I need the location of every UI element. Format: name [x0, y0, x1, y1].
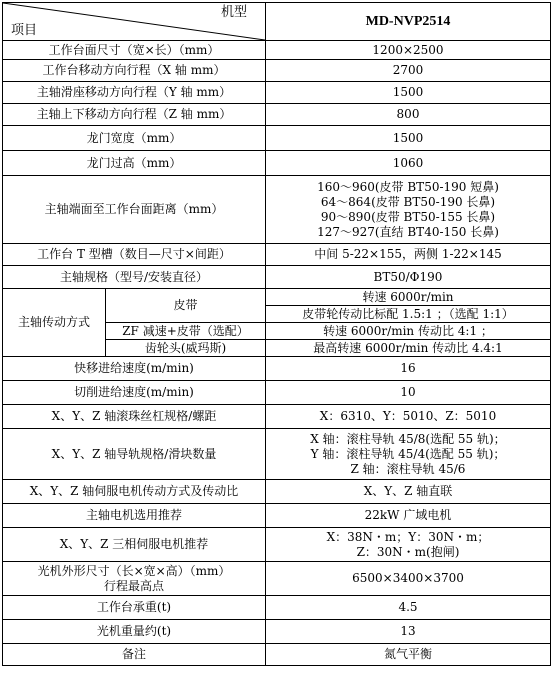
- table-row: [3, 620, 551, 644]
- table-row: [3, 405, 551, 429]
- row-label: 工作台移动方向行程（X 轴 mm）: [3, 60, 266, 82]
- row-value: 16: [266, 357, 551, 381]
- row-value: [266, 176, 551, 244]
- row-value: 1200×2500: [266, 41, 551, 60]
- row-label: 工作台 T 型槽（数目—尺寸×间距）: [3, 244, 266, 266]
- sub-label: 皮带: [106, 289, 266, 323]
- row-value: 10: [266, 381, 551, 405]
- row-value: 4.5: [266, 596, 551, 620]
- row-label: X、Y、Z 轴导轨规格/滑块数量: [3, 429, 266, 480]
- row-value: 1500: [266, 82, 551, 104]
- value-line: 127～927(直结 BT40-150 长鼻): [317, 224, 499, 239]
- table-row: [3, 289, 551, 306]
- row-label: 龙门过高（mm）: [3, 151, 266, 176]
- row-label: 光机重量约(t): [3, 620, 266, 644]
- table-row: [3, 381, 551, 405]
- row-value: 皮带轮传动比标配 1.5:1 ；（选配 1:1）: [266, 306, 551, 323]
- row-label: 备注: [3, 644, 266, 666]
- header-row: [3, 3, 551, 41]
- table-row: [3, 82, 551, 104]
- table-row: [3, 266, 551, 289]
- table-row: [3, 41, 551, 60]
- row-value: 转速 6000r/min 传动比 4:1 ；: [266, 323, 551, 340]
- row-label: 主轴规格（型号/安装直径）: [3, 266, 266, 289]
- header-model-label: 机型: [220, 5, 247, 20]
- header-item-label: 项目: [11, 23, 38, 38]
- table-row: [3, 176, 551, 244]
- table-row: [3, 504, 551, 528]
- row-value: 800: [266, 104, 551, 126]
- row-value: 6500×3400×3700: [266, 562, 551, 596]
- value-line: X：38N・m；Y：30N・m；: [326, 529, 490, 544]
- row-label: 主轴端面至工作台面距离（mm）: [3, 176, 266, 244]
- header-corner-cell: [3, 3, 266, 41]
- row-value: [266, 429, 551, 480]
- value-line: 64～864(皮带 BT50-190 长鼻): [320, 194, 496, 209]
- row-value: 转速 6000r/min: [266, 289, 551, 306]
- table-row: [3, 562, 551, 596]
- row-label: X、Y、Z 轴伺服电机传动方式及传动比: [3, 480, 266, 504]
- table-row: [3, 596, 551, 620]
- row-label: 主轴电机选用推荐: [3, 504, 266, 528]
- row-value: 13: [266, 620, 551, 644]
- row-label: 切削进给速度(m/min): [3, 381, 266, 405]
- row-value: 氮气平衡: [266, 644, 551, 666]
- table-row: [3, 151, 551, 176]
- row-value: 最高转速 6000r/min 传动比 4.4:1: [266, 340, 551, 357]
- table-row: [3, 480, 551, 504]
- row-value: X、Y、Z 轴直联: [266, 480, 551, 504]
- row-value: X：6310、Y：5010、Z：5010: [266, 405, 551, 429]
- value-line: Z：30N・m(抱闸): [356, 544, 460, 559]
- row-value: BT50/Φ190: [266, 266, 551, 289]
- row-label: 主轴上下移动方向行程（Z 轴 mm）: [3, 104, 266, 126]
- row-label: 主轴滑座移动方向行程（Y 轴 mm）: [3, 82, 266, 104]
- table-row: [3, 357, 551, 381]
- row-value: [266, 528, 551, 562]
- row-label: 工作台承重(t): [3, 596, 266, 620]
- table-row: [3, 126, 551, 151]
- row-value: 中间 5-22×155，两侧 1-22×145: [266, 244, 551, 266]
- value-line: X 轴：滚柱导轨 45/8(选配 55 轨)；: [310, 431, 506, 446]
- table-row: [3, 60, 551, 82]
- value-line: 160～960(皮带 BT50-190 短鼻): [317, 179, 499, 194]
- row-label: 快移进给速度(m/min): [3, 357, 266, 381]
- row-label: X、Y、Z 三相伺服电机推荐: [3, 528, 266, 562]
- value-line: Y 轴：滚柱导轨 45/4(选配 55 轨)；: [310, 446, 506, 461]
- row-value: 1500: [266, 126, 551, 151]
- row-value: 1060: [266, 151, 551, 176]
- row-value: 2700: [266, 60, 551, 82]
- value-line: 90～890(皮带 BT50-155 长鼻): [320, 209, 496, 224]
- table-row: [3, 429, 551, 480]
- row-label: 龙门宽度（mm）: [3, 126, 266, 151]
- label-line: 行程最高点: [103, 578, 164, 593]
- sub-label: ZF 减速+皮带（选配）: [106, 323, 266, 340]
- row-label: X、Y、Z 轴滚珠丝杠规格/螺距: [3, 405, 266, 429]
- row-label: 主轴传动方式: [3, 289, 106, 357]
- row-label: [3, 562, 266, 596]
- row-label: 工作台面尺寸（宽×长）（mm）: [3, 41, 266, 60]
- table-row: [3, 528, 551, 562]
- table-row: [3, 104, 551, 126]
- table-row: [3, 644, 551, 666]
- label-line: 光机外形尺寸（长×宽×高）（mm）: [37, 563, 231, 578]
- model-name: MD-NVP2514: [266, 3, 551, 41]
- row-value: 22kW 广域电机: [266, 504, 551, 528]
- sub-label: 齿轮头(威玛斯): [106, 340, 266, 357]
- spec-table: [2, 2, 551, 666]
- table-row: [3, 244, 551, 266]
- value-line: Z 轴：滚柱导轨 45/6: [350, 461, 466, 476]
